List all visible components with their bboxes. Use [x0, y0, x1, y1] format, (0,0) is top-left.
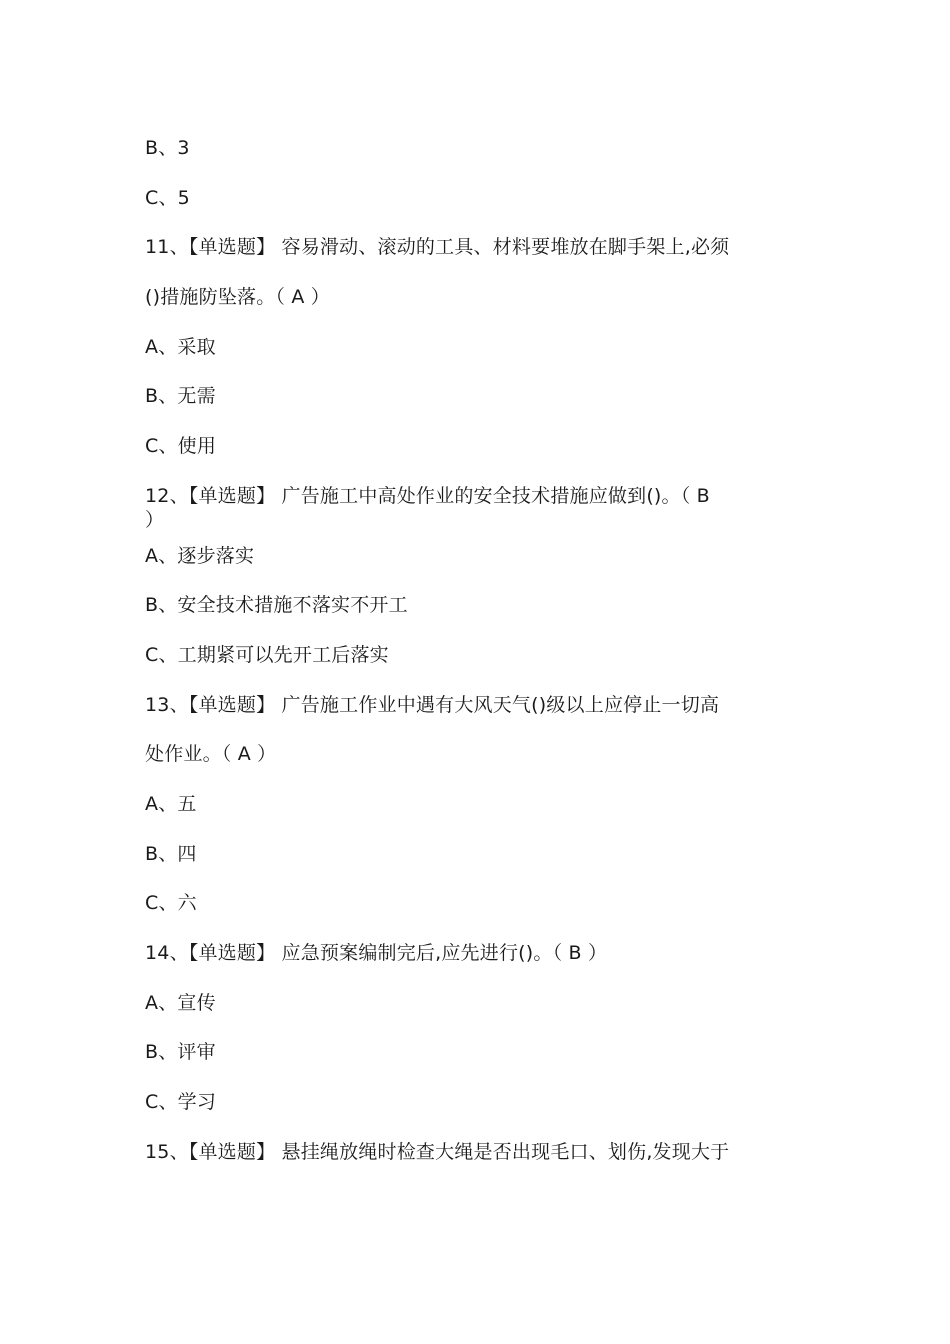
- question-stem-continued: 处作业。（ A ）: [145, 743, 277, 766]
- option-line: B、评审: [145, 1041, 216, 1064]
- option-line: C、使用: [145, 435, 217, 458]
- option-line: C、六: [145, 892, 197, 915]
- question-stem: 11、【单选题】 容易滑动、滚动的工具、材料要堆放在脚手架上,必须: [145, 236, 730, 259]
- question-stem-continued: ()措施防坠落。（ A ）: [145, 286, 331, 309]
- option-line: A、宣传: [145, 991, 216, 1014]
- option-line: B、四: [145, 842, 197, 865]
- option-line: A、采取: [145, 335, 216, 358]
- question-stem: 13、【单选题】 广告施工作业中遇有大风天气()级以上应停止一切高: [145, 693, 720, 716]
- question-stem-continued: ）: [145, 508, 165, 531]
- option-line: A、五: [145, 792, 197, 815]
- question-list: [145, 124, 810, 1177]
- question-stem: 12、【单选题】 广告施工中高处作业的安全技术措施应做到()。（ B: [145, 484, 710, 507]
- question-stem: 15、【单选题】 悬挂绳放绳时检查大绳是否出现毛口、划伤,发现大于: [145, 1140, 730, 1163]
- option-line: B、3: [145, 137, 190, 159]
- option-line: B、安全技术措施不落实不开工: [145, 594, 408, 617]
- option-line: A、逐步落实: [145, 544, 255, 567]
- option-line: B、无需: [145, 385, 216, 408]
- option-line: C、学习: [145, 1091, 217, 1114]
- question-stem: 14、【单选题】 应急预案编制完后,应先进行()。（ B ）: [145, 942, 608, 964]
- option-line: C、5: [145, 186, 190, 209]
- option-line: C、工期紧可以先开工后落实: [145, 643, 389, 666]
